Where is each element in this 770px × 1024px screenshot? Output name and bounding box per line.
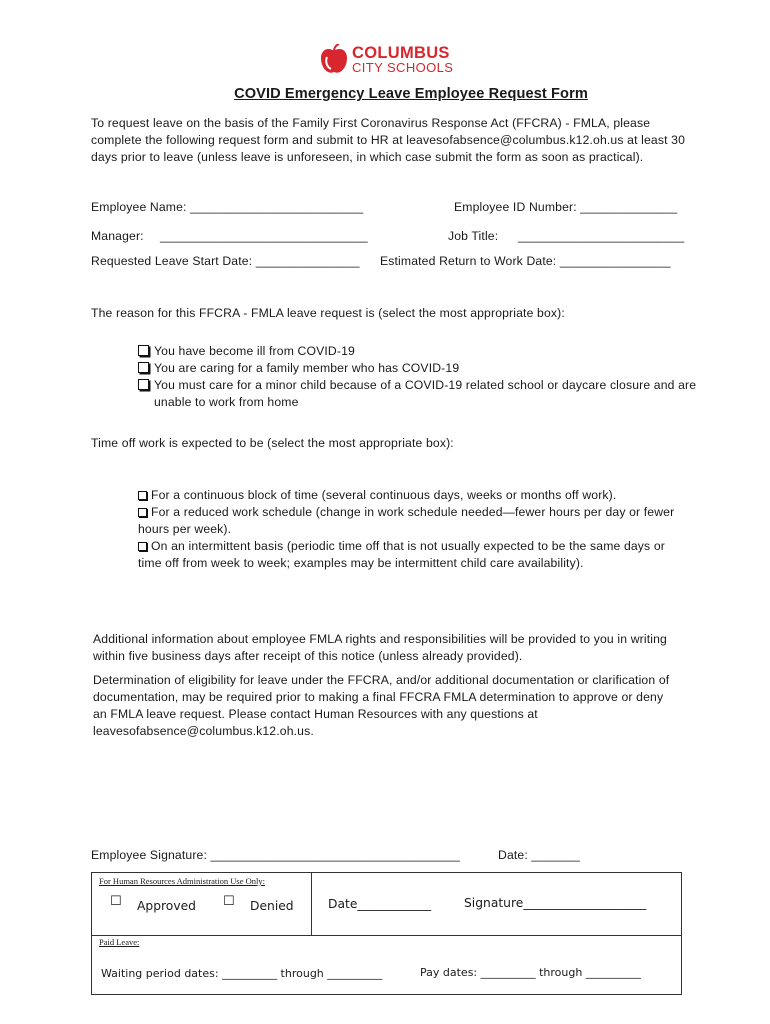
- hr-signature-field[interactable]: Signature____________________: [464, 896, 647, 910]
- option-label: For a continuous block of time (several continuous days, weeks or months off work).: [151, 488, 617, 502]
- denied-checkbox[interactable]: ☐: [223, 894, 235, 909]
- approved-checkbox[interactable]: ☐: [110, 894, 122, 909]
- time-off-intermittent[interactable]: [138, 538, 674, 555]
- determination-line: Determination of eligibility for leave under the FFCRA, and/or additional documentation or clarification of: [93, 673, 670, 687]
- reason-prompt: The reason for this FFCRA - FMLA leave request is (select the most appropriate box):: [91, 306, 565, 320]
- option-label: You have become ill from COVID-19: [154, 344, 355, 358]
- waiting-period-field[interactable]: Waiting period dates: __________ through __________: [101, 967, 383, 980]
- reason-options: [138, 343, 696, 411]
- option-label: You are caring for a family member who has COVID-19: [154, 361, 460, 375]
- time-off-reduced[interactable]: [138, 504, 674, 521]
- employee-signature-field[interactable]: Employee Signature: ____________________________________: [91, 848, 460, 862]
- hr-admin-table: [91, 872, 682, 995]
- apple-icon: [319, 44, 349, 76]
- table-divider: [311, 873, 312, 935]
- determination-paragraph: [93, 672, 669, 740]
- hr-date-field[interactable]: Date____________: [328, 897, 432, 911]
- job-title-label: Job Title:: [448, 229, 499, 243]
- hr-table-header: For Human Resources Administration Use Only:: [99, 876, 265, 886]
- reason-option-caring[interactable]: [138, 360, 696, 377]
- checkbox-icon[interactable]: [138, 508, 147, 517]
- checkbox-icon[interactable]: [138, 491, 147, 500]
- additional-info-paragraph: [93, 631, 667, 665]
- reason-option-ill[interactable]: [138, 343, 696, 360]
- option-label: You must care for a minor child because of a COVID-19 related school or daycare closure and are: [154, 378, 697, 392]
- denied-label: Denied: [250, 899, 294, 913]
- manager-field[interactable]: ______________________________: [160, 229, 368, 243]
- option-label: On an intermittent basis (periodic time off that is not usually expected to be the same days or: [151, 539, 665, 553]
- checkbox-icon[interactable]: [138, 362, 149, 373]
- paid-leave-label: Paid Leave:: [99, 937, 140, 947]
- job-title-field[interactable]: ________________________: [518, 229, 685, 243]
- manager-label: Manager:: [91, 229, 144, 243]
- intro-paragraph: [91, 115, 685, 166]
- info-line: within five business days after receipt of this notice (unless already provided).: [93, 649, 523, 663]
- info-line: Additional information about employee FMLA rights and responsibilities will be provided to you in writing: [93, 632, 667, 646]
- intro-line: complete the following request form and submit to HR at leavesofabsence@columbus.k12.oh.us at least 30: [91, 133, 686, 147]
- determination-line: an FMLA leave request. Please contact Human Resources with any questions at: [93, 707, 538, 721]
- checkbox-icon[interactable]: [138, 542, 147, 551]
- time-off-prompt: Time off work is expected to be (select the most appropriate box):: [91, 436, 454, 450]
- return-date-field[interactable]: Estimated Return to Work Date: ________________: [380, 254, 671, 268]
- determination-line: leavesofabsence@columbus.k12.oh.us.: [93, 724, 314, 738]
- option-label: For a reduced work schedule (change in work schedule needed—fewer hours per day or fewer: [151, 505, 675, 519]
- reason-option-child-care[interactable]: [138, 377, 696, 394]
- logo-name-bottom: CITY SCHOOLS: [352, 60, 454, 75]
- pay-dates-field[interactable]: Pay dates: __________ through __________: [420, 966, 641, 979]
- employee-id-field[interactable]: Employee ID Number: ______________: [454, 200, 678, 214]
- option-label-cont: unable to work from home: [154, 395, 299, 409]
- table-divider: [92, 935, 681, 936]
- time-off-continuous[interactable]: [138, 487, 674, 504]
- option-label-cont: hours per week).: [138, 522, 232, 536]
- time-off-options: [138, 487, 674, 572]
- form-title: COVID Emergency Leave Employee Request Form: [234, 86, 588, 102]
- intro-line: days prior to leave (unless leave is unforeseen, in which case submit the form as soon as practical).: [91, 150, 644, 164]
- logo-name-top: COLUMBUS: [352, 44, 450, 62]
- signature-date-field[interactable]: Date: _______: [498, 848, 580, 862]
- employee-name-field[interactable]: Employee Name: _________________________: [91, 200, 364, 214]
- option-label-cont: time off from week to week; examples may be intermittent child care availability).: [138, 556, 584, 570]
- checkbox-icon[interactable]: [138, 345, 149, 356]
- determination-line: documentation, may be required prior to making a final FFCRA FMLA determination to approve or deny: [93, 690, 664, 704]
- intro-line: To request leave on the basis of the Family First Coronavirus Response Act (FFCRA) - FMLA, please: [91, 116, 651, 130]
- leave-start-date-field[interactable]: Requested Leave Start Date: _______________: [91, 254, 360, 268]
- checkbox-icon[interactable]: [138, 379, 149, 390]
- approved-label: Approved: [137, 899, 196, 913]
